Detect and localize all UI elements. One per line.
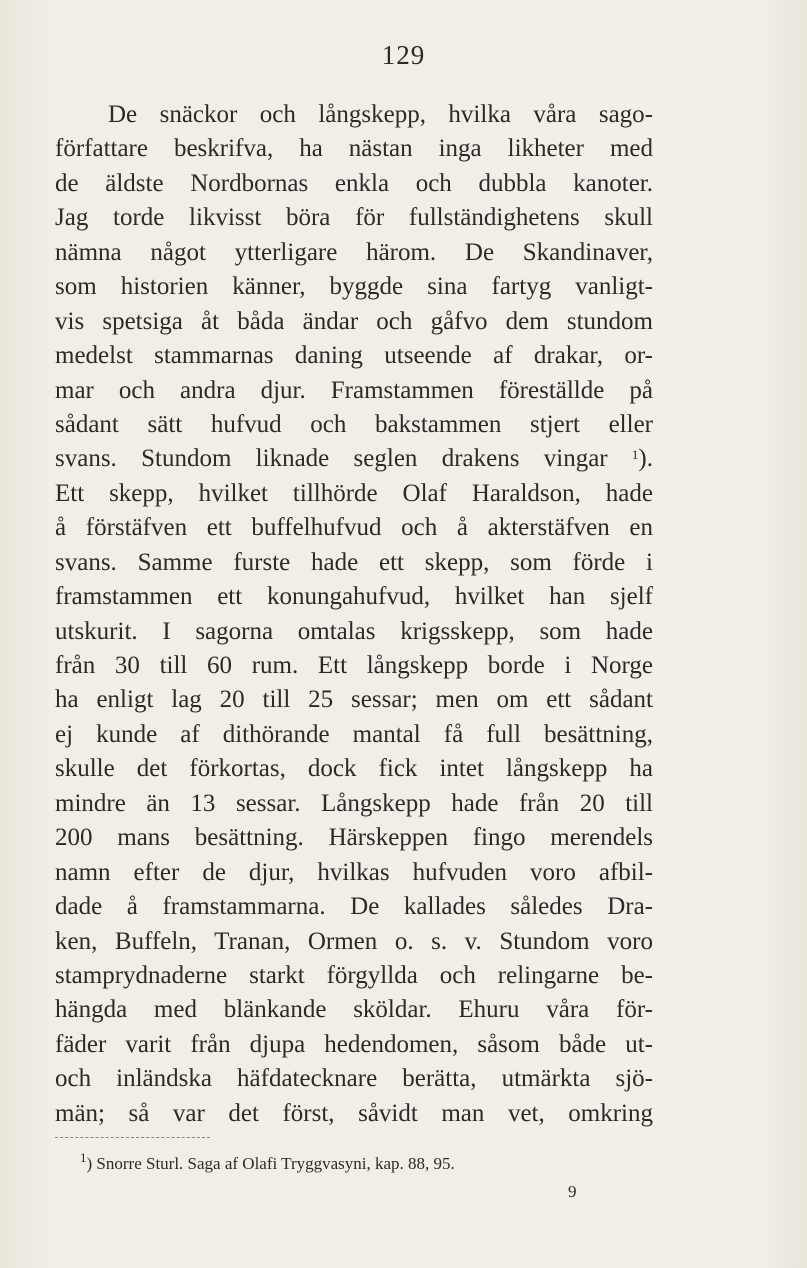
text-line: Jag torde likvisst böra för fullständighetens skull <box>55 204 653 232</box>
text-line: svans. Samme furste hade ett skepp, som förde i <box>55 548 653 576</box>
text-line: 200 mans besättning. Härskeppen fingo merendels <box>55 824 653 852</box>
text-line-with-footnote-ref <box>55 442 653 476</box>
text-line: vis spetsiga åt båda ändar och gåfvo dem stundom <box>55 307 653 335</box>
text-line: dade å framstammarna. De kallades således Dra- <box>55 893 653 921</box>
text-line: skulle det förkortas, dock fick intet långskepp ha <box>55 755 653 783</box>
footnote-reference-suffix: ). <box>638 445 653 473</box>
text-line: namn efter de djur, hvilkas hufvuden voro afbil- <box>55 858 653 886</box>
text-line: medelst stammarnas daning utseende af drakar, or- <box>55 342 653 370</box>
footnote-reference[interactable]: 1 <box>631 447 639 463</box>
text-line: nämna något ytterligare härom. De Skandinaver, <box>55 238 653 266</box>
text-line: hängda med blänkande sköldar. Ehuru våra för- <box>55 996 653 1024</box>
text-line: Ett skepp, hvilket tillhörde Olaf Haraldson, hade <box>55 479 653 507</box>
text-line: å förstäfven ett buffelhufvud och å akterstäfven en <box>55 514 653 542</box>
text-line: från 30 till 60 rum. Ett långskepp borde i Norge <box>55 652 653 679</box>
footnote-marker: 1 <box>80 1150 87 1165</box>
text-line: ken, Buffeln, Tranan, Ormen o. s. v. Stundom voro <box>55 927 653 955</box>
text-line: sådant sätt hufvud och bakstammen stjert eller <box>55 410 653 438</box>
text-line: framstammen ett konungahufvud, hvilket han sjelf <box>55 583 653 611</box>
text-line: mindre än 13 sessar. Långskepp hade från 20 till <box>55 789 653 817</box>
text-line: och inländska häfdatecknare berätta, utmärkta sjö- <box>55 1065 653 1093</box>
text-line: utskurit. I sagorna omtalas krigsskepp, som hade <box>55 617 653 645</box>
text-line: mar och andra djur. Framstammen föreställde på <box>55 376 653 404</box>
text-line: De snäckor och långskepp, hvilka våra sago- <box>108 101 653 128</box>
page-number: 129 <box>381 40 426 70</box>
text-line: stamprydnaderne starkt förgyllda och relingarne be- <box>55 961 653 989</box>
text-line: som historien känner, byggde sina fartyg vanligt- <box>55 273 653 301</box>
footnote-marker-suffix: ) <box>86 1154 93 1173</box>
text-line: de äldste Nordbornas enkla och dubbla kanoter. <box>55 169 653 197</box>
text-line: fäder varit från djupa hedendomen, såsom både ut- <box>55 1030 653 1058</box>
body-text <box>55 98 653 1131</box>
text-line: män; så var det först, såvidt man vet, omkring <box>55 1099 653 1127</box>
footnote-divider <box>55 1137 210 1138</box>
text-line: författare beskrifva, ha nästan inga likheter med <box>55 135 653 163</box>
footnote-text: Snorre Sturl. Saga af Olafi Tryggvasyni, kap. 88, 95. <box>96 1154 455 1173</box>
footnote <box>80 1150 640 1175</box>
text-line-content: svans. Stundom liknade seglen drakens vingar <box>55 445 608 473</box>
text-line: ej kunde af dithörande mantal få full besättning, <box>55 720 653 748</box>
text-line: ha enligt lag 20 till 25 sessar; men om ett sådant <box>55 686 653 714</box>
signature-mark: 9 <box>568 1182 577 1201</box>
